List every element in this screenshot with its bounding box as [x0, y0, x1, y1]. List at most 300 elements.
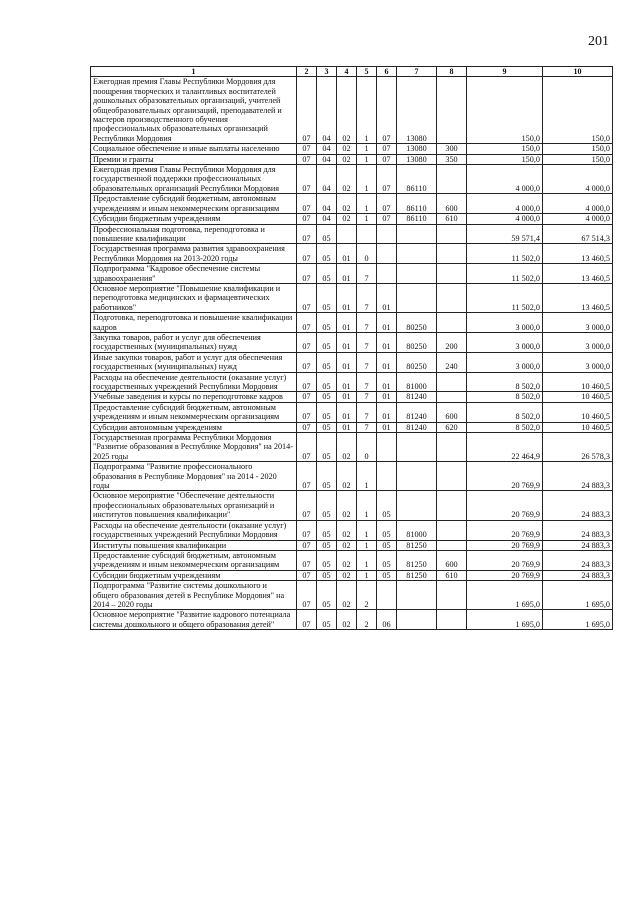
row-name: Учебные заведения и курсы по переподготовке кадров	[91, 392, 297, 402]
amount-year-1: 20 769,9	[467, 570, 543, 580]
section-code: 07	[297, 77, 317, 144]
subsection-code: 05	[317, 610, 337, 630]
direction-code	[397, 433, 437, 462]
subprogram-code: 7	[357, 313, 377, 333]
activity-code: 01	[377, 352, 397, 372]
amount-year-2: 3 000,0	[543, 313, 613, 333]
expense-type-code	[437, 491, 467, 520]
section-code: 07	[297, 165, 317, 194]
expense-type-code: 600	[437, 194, 467, 214]
table-row	[91, 392, 613, 402]
expense-type-code: 300	[437, 144, 467, 154]
activity-code	[377, 581, 397, 610]
section-code: 07	[297, 372, 317, 392]
program-code: 02	[337, 194, 357, 214]
subprogram-code: 0	[357, 244, 377, 264]
direction-code: 80250	[397, 313, 437, 333]
subprogram-code: 1	[357, 144, 377, 154]
table-row	[91, 422, 613, 432]
amount-year-2: 10 460,5	[543, 402, 613, 422]
table-row	[91, 402, 613, 422]
table-row	[91, 462, 613, 491]
amount-year-2: 4 000,0	[543, 214, 613, 224]
activity-code: 01	[377, 332, 397, 352]
column-header: 3	[317, 67, 337, 77]
table-row	[91, 264, 613, 284]
expense-type-code: 620	[437, 422, 467, 432]
activity-code: 07	[377, 77, 397, 144]
expense-type-code: 240	[437, 352, 467, 372]
row-name: Иные закупки товаров, работ и услуг для обеспечения государственных (муниципальных) нужд	[91, 352, 297, 372]
subsection-code: 05	[317, 570, 337, 580]
subsection-code: 05	[317, 581, 337, 610]
direction-code: 81240	[397, 422, 437, 432]
table-row	[91, 283, 613, 312]
program-code: 02	[337, 154, 357, 164]
subsection-code: 04	[317, 77, 337, 144]
subprogram-code: 1	[357, 570, 377, 580]
program-code: 02	[337, 581, 357, 610]
direction-code: 81250	[397, 570, 437, 580]
section-code: 07	[297, 570, 317, 580]
activity-code: 07	[377, 144, 397, 154]
direction-code: 81000	[397, 372, 437, 392]
table-row	[91, 154, 613, 164]
row-name: Подпрограмма "Развитие системы дошкольного и общего образования детей в Республике Мордовия" на 2014 – 2020 годы	[91, 581, 297, 610]
program-code: 01	[337, 332, 357, 352]
expense-type-code	[437, 372, 467, 392]
direction-code	[397, 264, 437, 284]
program-code: 01	[337, 372, 357, 392]
activity-code: 01	[377, 313, 397, 333]
amount-year-1: 8 502,0	[467, 372, 543, 392]
activity-code: 07	[377, 194, 397, 214]
expense-type-code: 600	[437, 550, 467, 570]
subsection-code: 05	[317, 392, 337, 402]
subsection-code: 04	[317, 165, 337, 194]
activity-code	[377, 244, 397, 264]
subsection-code: 05	[317, 224, 337, 244]
program-code: 01	[337, 392, 357, 402]
column-header: 8	[437, 67, 467, 77]
activity-code: 01	[377, 372, 397, 392]
amount-year-2: 4 000,0	[543, 165, 613, 194]
subsection-code: 05	[317, 422, 337, 432]
subsection-code: 05	[317, 313, 337, 333]
program-code: 01	[337, 283, 357, 312]
subsection-code: 05	[317, 332, 337, 352]
expense-type-code: 610	[437, 214, 467, 224]
program-code: 02	[337, 520, 357, 540]
amount-year-1: 20 769,9	[467, 491, 543, 520]
row-name: Предоставление субсидий бюджетным, автономным учреждениям и иным некоммерческим организациям	[91, 194, 297, 214]
amount-year-2: 13 460,5	[543, 283, 613, 312]
amount-year-1: 3 000,0	[467, 352, 543, 372]
section-code: 07	[297, 491, 317, 520]
section-code: 07	[297, 433, 317, 462]
amount-year-1: 8 502,0	[467, 422, 543, 432]
amount-year-1: 11 502,0	[467, 264, 543, 284]
subsection-code: 04	[317, 194, 337, 214]
amount-year-2: 24 883,3	[543, 570, 613, 580]
table-row	[91, 214, 613, 224]
amount-year-1: 4 000,0	[467, 194, 543, 214]
subsection-code: 04	[317, 144, 337, 154]
subprogram-code: 1	[357, 462, 377, 491]
row-name: Расходы на обеспечение деятельности (оказание услуг) государственных учреждений Республики Мордовия	[91, 372, 297, 392]
row-name: Подготовка, переподготовка и повышение квалификации кадров	[91, 313, 297, 333]
table-row	[91, 165, 613, 194]
program-code: 02	[337, 570, 357, 580]
table-row	[91, 540, 613, 550]
expense-type-code	[437, 610, 467, 630]
direction-code: 86110	[397, 194, 437, 214]
table-row	[91, 313, 613, 333]
table-row	[91, 332, 613, 352]
direction-code: 13080	[397, 144, 437, 154]
expense-type-code	[437, 520, 467, 540]
amount-year-2: 10 460,5	[543, 372, 613, 392]
amount-year-1: 3 000,0	[467, 313, 543, 333]
activity-code	[377, 462, 397, 491]
expense-type-code	[437, 462, 467, 491]
subprogram-code: 7	[357, 392, 377, 402]
subsection-code: 05	[317, 352, 337, 372]
subprogram-code: 1	[357, 194, 377, 214]
section-code: 07	[297, 550, 317, 570]
subprogram-code: 7	[357, 332, 377, 352]
program-code: 01	[337, 264, 357, 284]
amount-year-1: 22 464,9	[467, 433, 543, 462]
section-code: 07	[297, 520, 317, 540]
subsection-code: 04	[317, 214, 337, 224]
activity-code: 05	[377, 540, 397, 550]
subsection-code: 05	[317, 244, 337, 264]
expense-type-code	[437, 581, 467, 610]
activity-code: 05	[377, 570, 397, 580]
expense-type-code	[437, 224, 467, 244]
section-code: 07	[297, 581, 317, 610]
section-code: 07	[297, 352, 317, 372]
program-code: 01	[337, 422, 357, 432]
section-code: 07	[297, 392, 317, 402]
direction-code	[397, 581, 437, 610]
amount-year-2: 24 883,3	[543, 550, 613, 570]
section-code: 07	[297, 154, 317, 164]
section-code: 07	[297, 462, 317, 491]
row-name: Субсидии бюджетным учреждениям	[91, 214, 297, 224]
row-name: Предоставление субсидий бюджетным, автономным учреждениям и иным некоммерческим организациям	[91, 550, 297, 570]
table-row	[91, 372, 613, 392]
row-name: Субсидии бюджетным учреждениям	[91, 570, 297, 580]
row-name: Подпрограмма "Кадровое обеспечение системы здравоохранения"	[91, 264, 297, 284]
amount-year-1: 150,0	[467, 77, 543, 144]
row-name: Основное мероприятие "Обеспечение деятельности профессиональных образовательных организаций и институтов повышения квалификации"	[91, 491, 297, 520]
expense-type-code	[437, 244, 467, 264]
amount-year-2: 150,0	[543, 77, 613, 144]
amount-year-2: 67 514,3	[543, 224, 613, 244]
subsection-code: 05	[317, 540, 337, 550]
subprogram-code: 7	[357, 352, 377, 372]
expense-type-code	[437, 313, 467, 333]
subsection-code: 05	[317, 550, 337, 570]
amount-year-2: 26 578,3	[543, 433, 613, 462]
row-name: Подпрограмма "Развитие профессионального образования в Республике Мордовия" на 2014 - 2020 годы	[91, 462, 297, 491]
section-code: 07	[297, 332, 317, 352]
amount-year-1: 150,0	[467, 154, 543, 164]
row-name: Государственная программа Республики Мордовия "Развитие образования в Республике Мордовия" на 2014-2025 годы	[91, 433, 297, 462]
expense-type-code: 600	[437, 402, 467, 422]
program-code: 02	[337, 491, 357, 520]
activity-code	[377, 264, 397, 284]
program-code: 02	[337, 540, 357, 550]
amount-year-1: 11 502,0	[467, 244, 543, 264]
direction-code: 81250	[397, 550, 437, 570]
amount-year-1: 20 769,9	[467, 520, 543, 540]
subprogram-code: 7	[357, 372, 377, 392]
amount-year-2: 10 460,5	[543, 422, 613, 432]
section-code: 07	[297, 610, 317, 630]
subprogram-code: 7	[357, 264, 377, 284]
row-name: Закупка товаров, работ и услуг для обеспечения государственных (муниципальных) нужд	[91, 332, 297, 352]
subprogram-code: 1	[357, 165, 377, 194]
program-code: 02	[337, 144, 357, 154]
expense-type-code: 350	[437, 154, 467, 164]
table-row	[91, 224, 613, 244]
row-name: Основное мероприятие "Развитие кадрового потенциала системы дошкольного и общего образования детей"	[91, 610, 297, 630]
section-code: 07	[297, 313, 317, 333]
table-body	[91, 77, 613, 630]
program-code: 02	[337, 433, 357, 462]
table-row	[91, 610, 613, 630]
direction-code: 80250	[397, 352, 437, 372]
expense-type-code	[437, 165, 467, 194]
activity-code: 07	[377, 154, 397, 164]
subsection-code: 05	[317, 433, 337, 462]
amount-year-1: 4 000,0	[467, 165, 543, 194]
subsection-code: 05	[317, 491, 337, 520]
expense-type-code: 200	[437, 332, 467, 352]
program-code: 02	[337, 610, 357, 630]
table-row	[91, 581, 613, 610]
amount-year-1: 1 695,0	[467, 581, 543, 610]
column-header: 7	[397, 67, 437, 77]
amount-year-2: 150,0	[543, 154, 613, 164]
subprogram-code: 0	[357, 433, 377, 462]
subprogram-code: 1	[357, 77, 377, 144]
program-code	[337, 224, 357, 244]
subsection-code: 05	[317, 264, 337, 284]
table-row	[91, 77, 613, 144]
direction-code: 86110	[397, 214, 437, 224]
amount-year-2: 3 000,0	[543, 332, 613, 352]
amount-year-1: 8 502,0	[467, 402, 543, 422]
expense-type-code	[437, 264, 467, 284]
subprogram-code: 7	[357, 422, 377, 432]
subprogram-code	[357, 224, 377, 244]
column-header: 9	[467, 67, 543, 77]
table-row	[91, 433, 613, 462]
amount-year-1: 20 769,9	[467, 550, 543, 570]
direction-code: 81250	[397, 540, 437, 550]
direction-code	[397, 244, 437, 264]
row-name: Социальное обеспечение и иные выплаты населению	[91, 144, 297, 154]
subsection-code: 05	[317, 462, 337, 491]
section-code: 07	[297, 244, 317, 264]
subsection-code: 05	[317, 283, 337, 312]
column-header: 10	[543, 67, 613, 77]
amount-year-2: 24 883,3	[543, 462, 613, 491]
row-name: Государственная программа развития здравоохранения Республики Мордовия на 2013-2020 годы	[91, 244, 297, 264]
amount-year-1: 4 000,0	[467, 214, 543, 224]
amount-year-1: 11 502,0	[467, 283, 543, 312]
direction-code	[397, 610, 437, 630]
direction-code: 81240	[397, 402, 437, 422]
expense-type-code: 610	[437, 570, 467, 580]
subprogram-code: 1	[357, 154, 377, 164]
table-row	[91, 244, 613, 264]
program-code: 01	[337, 244, 357, 264]
section-code: 07	[297, 224, 317, 244]
subprogram-code: 1	[357, 540, 377, 550]
program-code: 02	[337, 165, 357, 194]
subprogram-code: 1	[357, 520, 377, 540]
direction-code: 86110	[397, 165, 437, 194]
activity-code: 07	[377, 165, 397, 194]
subsection-code: 04	[317, 154, 337, 164]
row-name: Премии и гранты	[91, 154, 297, 164]
budget-table	[90, 66, 613, 630]
expense-type-code	[437, 283, 467, 312]
activity-code: 07	[377, 214, 397, 224]
table-row	[91, 144, 613, 154]
section-code: 07	[297, 144, 317, 154]
program-code: 02	[337, 462, 357, 491]
activity-code: 05	[377, 520, 397, 540]
amount-year-2: 13 460,5	[543, 244, 613, 264]
direction-code	[397, 283, 437, 312]
column-header: 1	[91, 67, 297, 77]
activity-code: 01	[377, 422, 397, 432]
amount-year-1: 20 769,9	[467, 462, 543, 491]
subsection-code: 05	[317, 372, 337, 392]
amount-year-2: 1 695,0	[543, 581, 613, 610]
direction-code	[397, 224, 437, 244]
page-number: 201	[588, 34, 609, 49]
activity-code: 01	[377, 283, 397, 312]
direction-code: 81000	[397, 520, 437, 540]
amount-year-2: 24 883,3	[543, 520, 613, 540]
direction-code: 13080	[397, 154, 437, 164]
expense-type-code	[437, 540, 467, 550]
subprogram-code: 1	[357, 214, 377, 224]
amount-year-1: 8 502,0	[467, 392, 543, 402]
program-code: 02	[337, 214, 357, 224]
amount-year-2: 1 695,0	[543, 610, 613, 630]
amount-year-2: 13 460,5	[543, 264, 613, 284]
table-row	[91, 194, 613, 214]
column-header: 5	[357, 67, 377, 77]
activity-code: 01	[377, 402, 397, 422]
subprogram-code: 1	[357, 550, 377, 570]
row-name: Субсидии автономным учреждениям	[91, 422, 297, 432]
amount-year-2: 150,0	[543, 144, 613, 154]
table-row	[91, 352, 613, 372]
program-code: 01	[337, 352, 357, 372]
section-code: 07	[297, 214, 317, 224]
activity-code	[377, 224, 397, 244]
row-name: Основное мероприятие "Повышение квалификации и переподготовка медицинских и фармацевтических работников"	[91, 283, 297, 312]
section-code: 07	[297, 402, 317, 422]
direction-code: 13080	[397, 77, 437, 144]
section-code: 07	[297, 540, 317, 550]
expense-type-code	[437, 392, 467, 402]
section-code: 07	[297, 283, 317, 312]
amount-year-2: 24 883,3	[543, 540, 613, 550]
activity-code: 01	[377, 392, 397, 402]
direction-code: 81240	[397, 392, 437, 402]
direction-code	[397, 462, 437, 491]
header-row	[91, 67, 613, 77]
amount-year-2: 24 883,3	[543, 491, 613, 520]
subsection-code: 05	[317, 402, 337, 422]
direction-code: 80250	[397, 332, 437, 352]
activity-code: 06	[377, 610, 397, 630]
row-name: Ежегодная премия Главы Республики Мордовия для поощрения творческих и талантливых воспитателей дошкольных образовательных организаций, учителей общеобразовательных организаций, преподавателей и мастеров производственного обучения профессиональных образовательных организаций Республики Мордовия	[91, 77, 297, 144]
section-code: 07	[297, 264, 317, 284]
activity-code: 05	[377, 491, 397, 520]
amount-year-2: 10 460,5	[543, 392, 613, 402]
row-name: Институты повышения квалификации	[91, 540, 297, 550]
amount-year-1: 20 769,9	[467, 540, 543, 550]
row-name: Предоставление субсидий бюджетным, автономным учреждениям и иным некоммерческим организациям	[91, 402, 297, 422]
amount-year-2: 4 000,0	[543, 194, 613, 214]
row-name: Расходы на обеспечение деятельности (оказание услуг) государственных учреждений Республики Мордовия	[91, 520, 297, 540]
amount-year-1: 150,0	[467, 144, 543, 154]
amount-year-1: 1 695,0	[467, 610, 543, 630]
program-code: 01	[337, 402, 357, 422]
amount-year-1: 59 571,4	[467, 224, 543, 244]
expense-type-code	[437, 77, 467, 144]
activity-code: 05	[377, 550, 397, 570]
program-code: 01	[337, 313, 357, 333]
program-code: 02	[337, 550, 357, 570]
row-name: Профессиональная подготовка, переподготовка и повышение квалификации	[91, 224, 297, 244]
table-row	[91, 520, 613, 540]
column-header: 2	[297, 67, 317, 77]
section-code: 07	[297, 422, 317, 432]
row-name: Ежегодная премия Главы Республики Мордовия для государственной поддержки профессиональных образовательных организаций Республики Мордовия	[91, 165, 297, 194]
table-row	[91, 570, 613, 580]
column-header: 4	[337, 67, 357, 77]
subprogram-code: 1	[357, 491, 377, 520]
activity-code	[377, 433, 397, 462]
program-code: 02	[337, 77, 357, 144]
expense-type-code	[437, 433, 467, 462]
table-row	[91, 491, 613, 520]
subprogram-code: 7	[357, 283, 377, 312]
column-header: 6	[377, 67, 397, 77]
table-row	[91, 550, 613, 570]
subprogram-code: 2	[357, 581, 377, 610]
subsection-code: 05	[317, 520, 337, 540]
direction-code	[397, 491, 437, 520]
subprogram-code: 7	[357, 402, 377, 422]
subprogram-code: 2	[357, 610, 377, 630]
section-code: 07	[297, 194, 317, 214]
amount-year-2: 3 000,0	[543, 352, 613, 372]
amount-year-1: 3 000,0	[467, 332, 543, 352]
